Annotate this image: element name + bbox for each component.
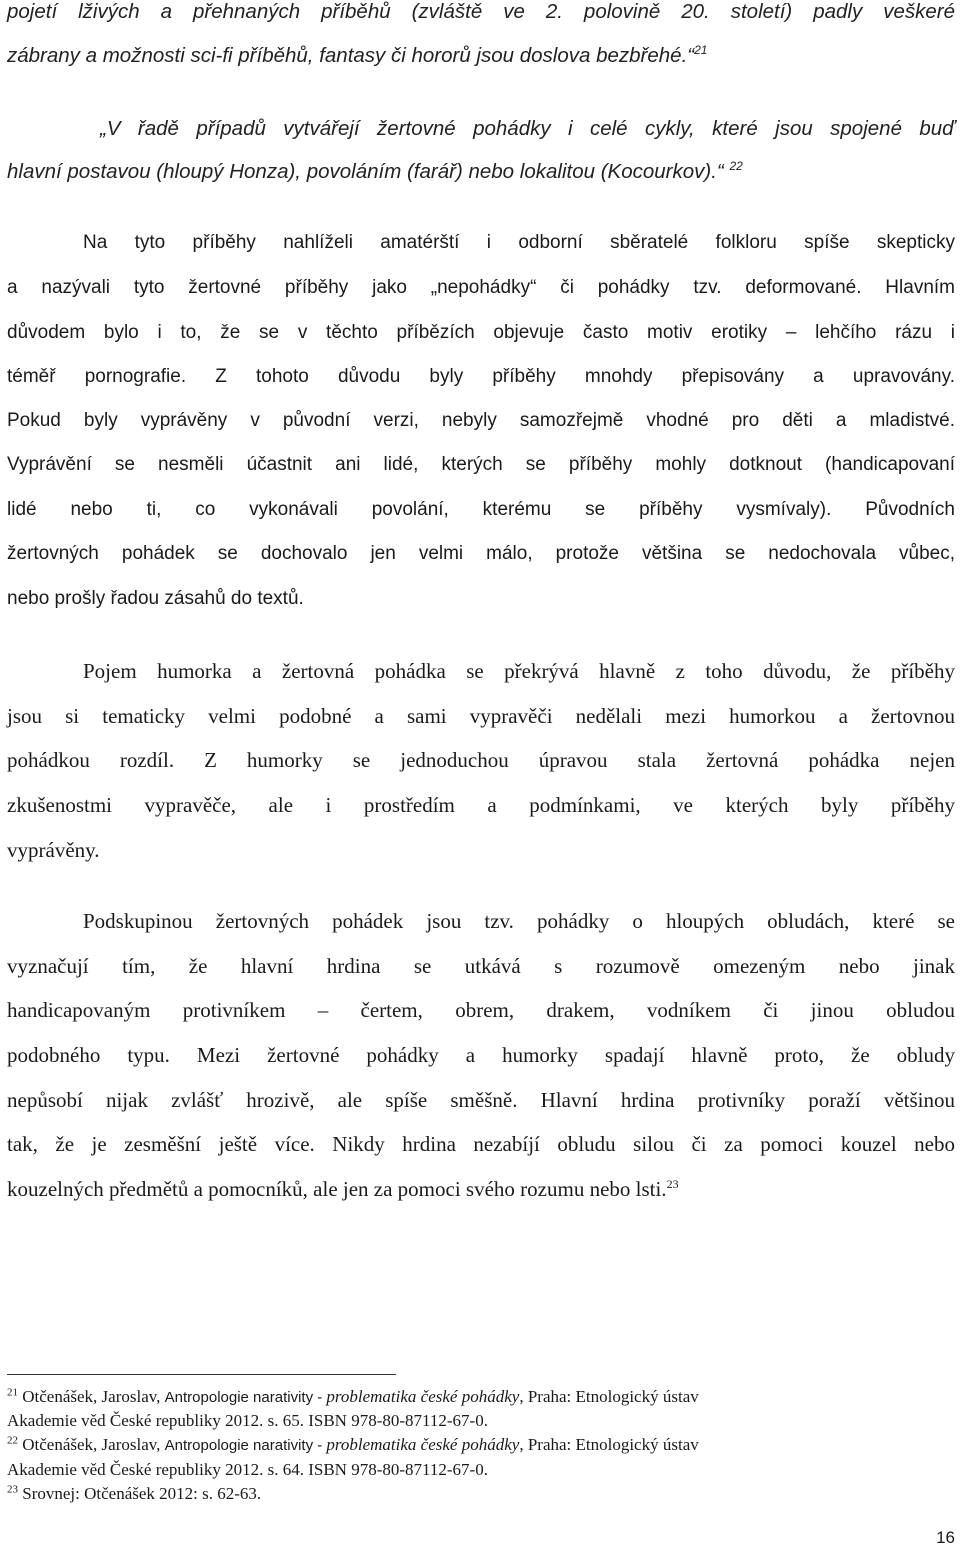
footnote-title: Antropologie narativity - [164,1389,327,1406]
footnote-publisher: , Praha: Etnologický ústav [519,1435,699,1454]
footnote-23 [7,1484,955,1504]
paragraph-line: jsou si tematicky velmi podobné a sami vypravěči nedělali mezi humorkou a žertovnou [7,704,955,728]
paragraph-line: Pokud byly vyprávěny v původní verzi, nebyly samozřejmě vhodné pro děti a mladistvé. [7,410,955,431]
paragraph-line: nebo prošly řadou zásahů do textů. [7,588,304,609]
footnote-title: Antropologie narativity - [164,1437,327,1454]
paragraph-line: vyznačují tím, že hlavní hrdina se utkává s rozumově omezeným nebo jinak [7,954,955,978]
paragraph-line: žertovných pohádek se dochovalo jen velmi málo, protože většina se nedochovala vůbec, [7,543,955,564]
quote-line: pojetí lživých a přehnaných příběhů (zvláště ve 2. polovině 20. století) padly veškeré [7,0,955,23]
paragraph-line: Pojem humorka a žertovná pohádka se překrývá hlavně z toho důvodu, že příběhy [83,659,955,683]
paragraph-line: podobného typu. Mezi žertovné pohádky a humorky spadají hlavně proto, že obludy [7,1043,955,1067]
footnote-publisher: , Praha: Etnologický ústav [519,1387,699,1406]
page-number: 16 [936,1528,955,1547]
footnote-21 [7,1387,955,1407]
paragraph-line: handicapovaným protivníkem – čertem, obrem, drakem, vodníkem či jinou obludou [7,998,955,1022]
paragraph-line: zkušenostmi vypravěče, ale i prostředím a podmínkami, ve kterých byly příběhy [7,793,955,817]
footnote-author: Otčenášek, Jaroslav, [22,1435,165,1454]
footnote-22 [7,1435,955,1455]
quote-line [7,160,955,184]
paragraph-line: tak, že je zesměšní ještě více. Nikdy hrdina nezabíjí obludu silou či za pomoci kouzel nebo [7,1132,955,1156]
footnote-subtitle: problematika české pohádky [326,1435,520,1454]
footnote-subtitle: problematika české pohádky [326,1387,520,1406]
paragraph-line: důvodem bylo i to, že se v těchto příbězích objevuje často motiv erotiky – lehčího rázu i [7,322,955,343]
footnote-22-line2: Akademie věd České republiky 2012. s. 64. ISBN 978-80-87112-67-0. [7,1460,488,1479]
footnote-number: 22 [7,1434,18,1447]
paragraph-line: a nazývali tyto žertovné příběhy jako „nepohádky“ či pohádky tzv. deformované. Hlavním [7,277,955,298]
footnote-text: Srovnej: Otčenášek 2012: s. 62-63. [22,1484,262,1503]
footnote-ref-21: 21 [694,43,708,58]
footnote-ref-23: 23 [666,1177,679,1191]
paragraph-line: Vyprávění se nesměli účastnit ani lidé, kterých se příběhy mohly dotknout (handicapovaní [7,454,955,475]
footnote-21-line2: Akademie věd České republiky 2012. s. 65. ISBN 978-80-87112-67-0. [7,1411,488,1430]
paragraph-line: nepůsobí nijak zvlášť hrozivě, ale spíše směšně. Hlavní hrdina protivníky poraží většinou [7,1088,955,1112]
paragraph-text: kouzelných předmětů a pomocníků, ale jen za pomoci svého rozumu nebo lsti. [7,1177,667,1201]
quote-text: hlavní postavou (hloupý Honza), povoláním (farář) nebo lokalitou (Kocourkov).“ [7,160,724,183]
footnote-number: 23 [7,1483,18,1496]
paragraph-line: Na tyto příběhy nahlíželi amatérští i odborní sběratelé folkloru spíše skepticky [83,232,955,253]
paragraph-line: lidé nebo ti, co vykonávali povolání, kterému se příběhy vysmívaly). Původních [7,499,955,520]
footnote-number: 21 [7,1386,18,1399]
footnote-ref-22: 22 [729,159,743,174]
footnote-author: Otčenášek, Jaroslav, [22,1387,165,1406]
footnote-separator [7,1374,396,1375]
quote-text: zábrany a možnosti sci-fi příběhů, fantasy či hororů jsou doslova bezbřehé.“ [7,44,695,67]
paragraph-line: Podskupinou žertovných pohádek jsou tzv. pohádky o hloupých obludách, které se [83,909,955,933]
quote-line: „V řadě případů vytvářejí žertovné pohádky i celé cykly, které jsou spojené buď [100,117,955,140]
paragraph-line: pohádkou rozdíl. Z humorky se jednoduchou úpravou stala žertovná pohádka nejen [7,748,955,772]
paragraph-line: vyprávěny. [7,838,100,862]
paragraph-line: téměř pornografie. Z tohoto důvodu byly příběhy mnohdy přepisovány a upravovány. [7,366,955,387]
quote-line [7,44,955,68]
paragraph-line [7,1177,955,1202]
